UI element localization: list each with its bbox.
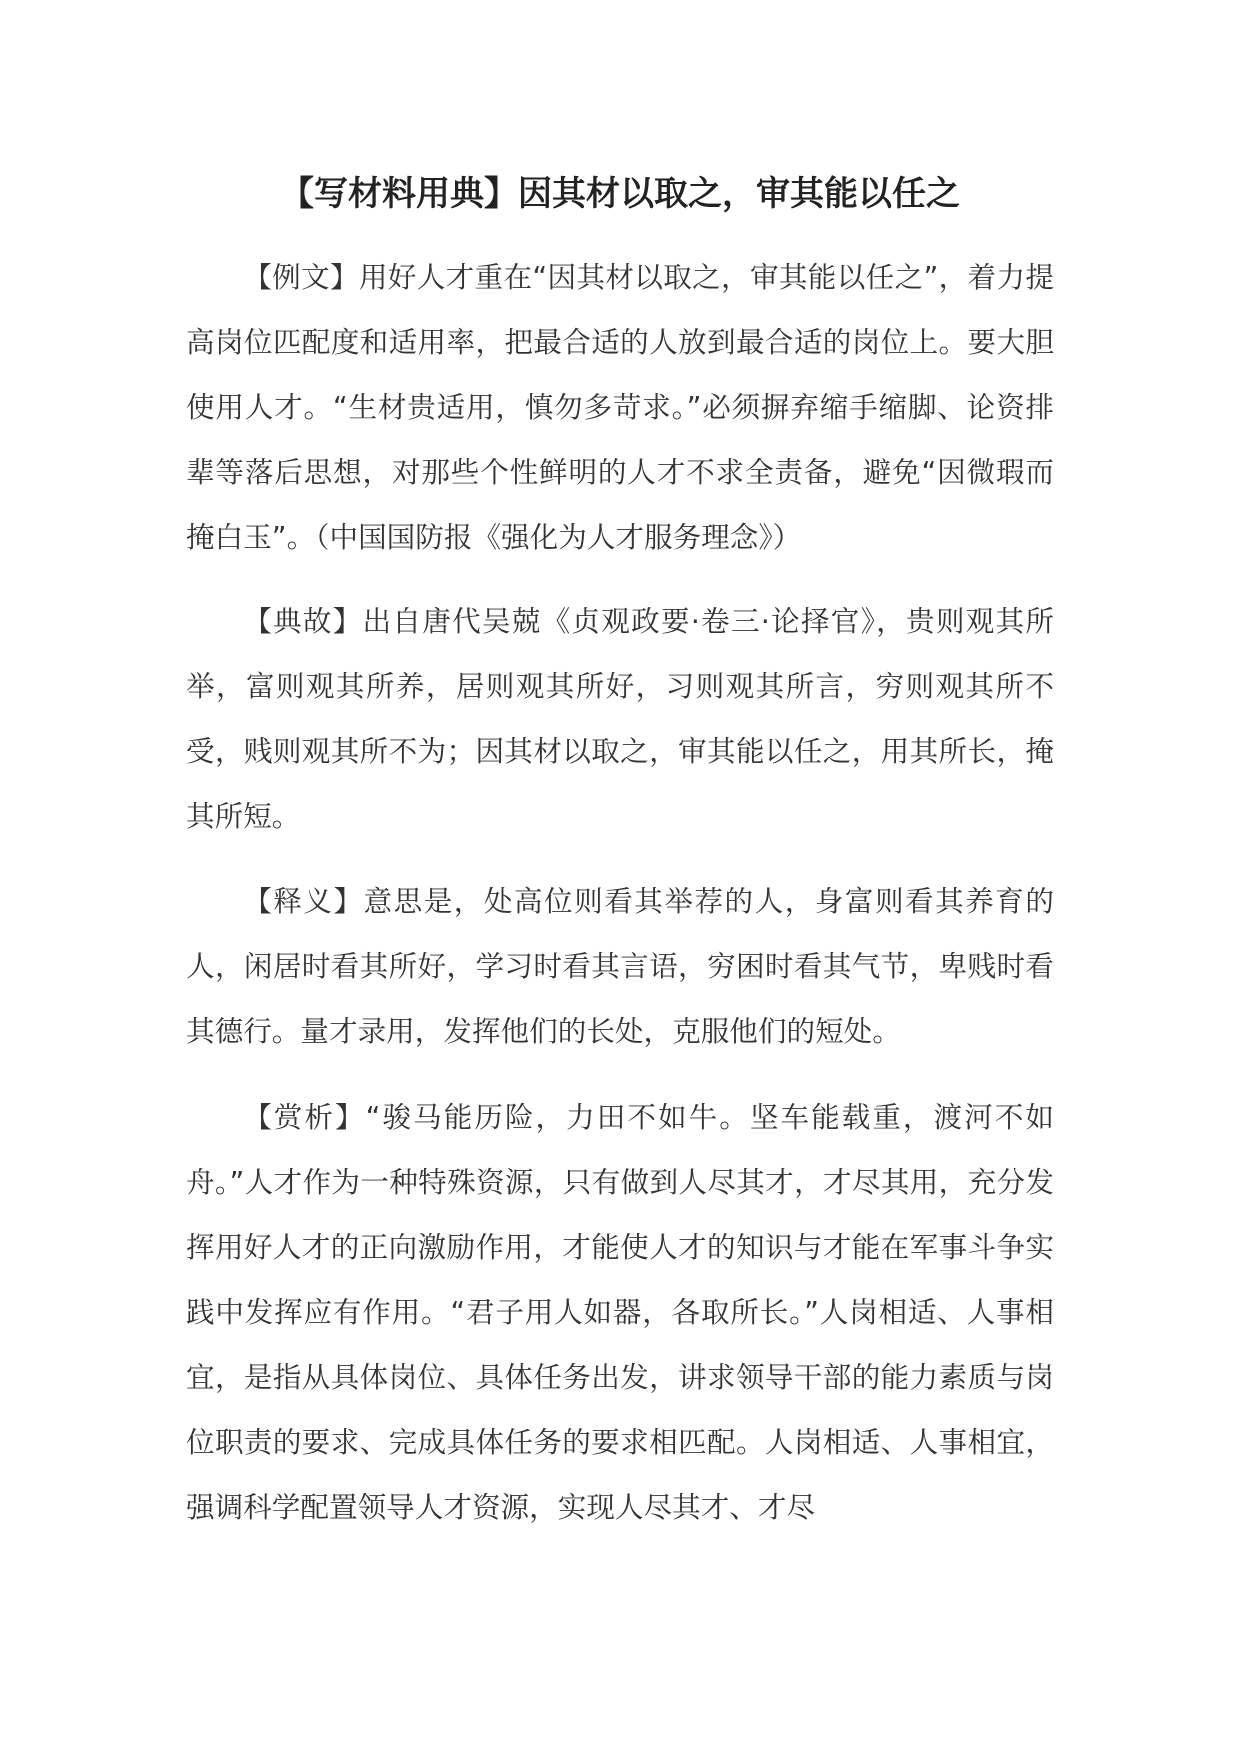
paragraph-text: “骏马能历险，力田不如牛。坚车能载重，渡河不如舟。”人才作为一种特殊资源，只有做到人尽其才，才尽其用，充分发挥用好人才的正向激励作用，才能使人才的知识与才能在军事斗争实践中发挥应有作用。“君子用人如器，各取所长。”人岗相适、人事相宜，是指从具体岗位、具体任务出发，讲求领导干部的能力素质与岗位职责的要求、完成具体任务的要求相匹配。人岗相适、人事相宜，强调科学配置领导人才资源，实现人尽其才、才尽 [186, 1100, 1054, 1524]
paragraph-tag: 【例文】 [243, 260, 359, 294]
paragraph-example [186, 245, 1054, 570]
paragraph-text: 意思是，处高位则看其举荐的人，身富则看其养育的人，闲居时看其所好，学习时看其言语，穷困时看其气节，卑贱时看其德行。量才录用，发挥他们的长处，克服他们的短处。 [186, 884, 1054, 1048]
paragraph-tag: 【典故】 [243, 604, 363, 638]
document-title: 【写材料用典】因其材以取之，审其能以任之 [280, 174, 960, 214]
paragraph-text: 用好人才重在“因其材以取之，审其能以任之”，着力提高岗位匹配度和适用率，把最合适的人放到最合适的岗位上。要大胆使用人才。“生材贵适用，慎勿多苛求。”必须摒弃缩手缩脚、论资排辈等落后思想，对那些个性鲜明的人才不求全责备，避免“因微瑕而掩白玉”。（中国国防报《强化为人才服务理念》） [186, 260, 1054, 554]
paragraph-tag: 【释义】 [243, 884, 364, 918]
paragraph-meaning [186, 869, 1054, 1064]
paragraph-analysis [186, 1085, 1054, 1540]
paragraph-text: 出自唐代吴兢《贞观政要·卷三·论择官》，贵则观其所举，富则观其所养，居则观其所好，习则观其所言，穷则观其所不受，贱则观其所不为；因其材以取之，审其能以任之，用其所长，掩其所短。 [186, 604, 1054, 833]
paragraph-tag: 【赏析】 [243, 1100, 366, 1134]
paragraph-allusion [186, 589, 1054, 849]
